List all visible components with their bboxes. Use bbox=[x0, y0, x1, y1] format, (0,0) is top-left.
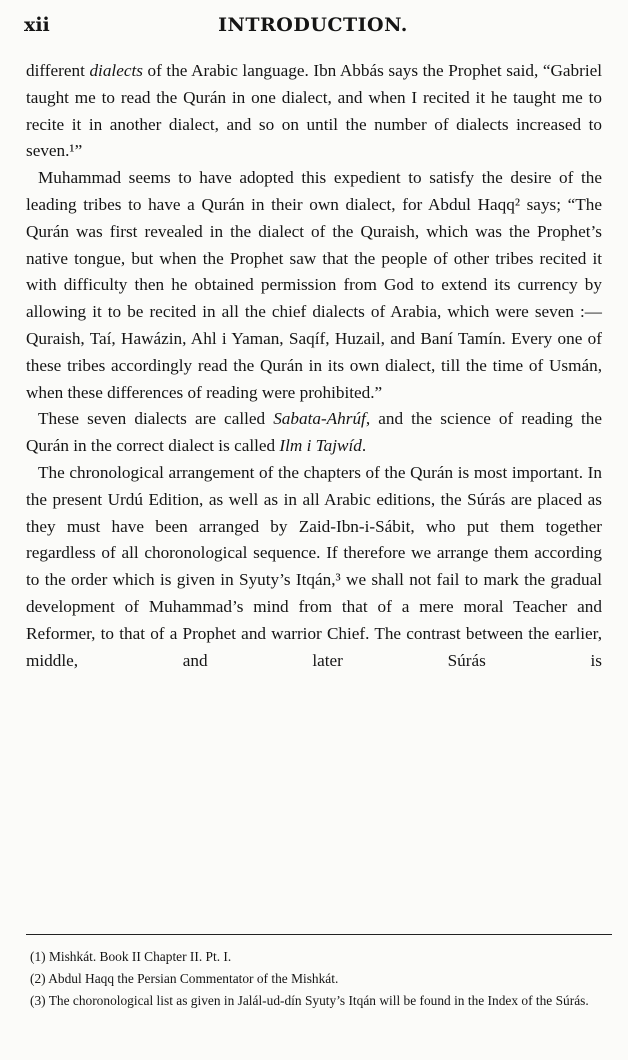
paragraph-3: These seven dialects are called Sabata-Ahrúf, and the science of reading the Qurán in the correct dialect is called Ilm i Tajwíd. bbox=[26, 409, 602, 456]
paragraph-4: The chronological arrangement of the chapters of the Qurán is most important. In the present Urdú Edition, as well as in all Arabic editions, the Súrás are placed as they must have been arranged by Zaid-Ibn-i-Sábit, who put them together regardless of all choronological sequence. If therefore we arrange them according to the order which is given in Syuty’s Itqán,³ we shall not fail to mark the gradual development of Muhammad’s mind from that of a mere moral Teacher and Reformer, to that of a Prophet and warrior Chief. The contrast between the earlier, middle, and later Súrás is bbox=[26, 462, 602, 670]
running-title: INTRODUCTION. bbox=[218, 14, 408, 36]
page-number: xii bbox=[24, 14, 50, 36]
page-header bbox=[24, 14, 602, 44]
body-text bbox=[26, 58, 602, 674]
footnote-2: (2) Abdul Haqq the Persian Commentator of the Mishkát. bbox=[30, 971, 339, 986]
footnote-1: (1) Mishkát. Book II Chapter II. Pt. I. bbox=[30, 949, 232, 964]
paragraph-2: Muhammad seems to have adopted this expedient to satisfy the desire of the leading tribes to have a Qurán in their own dialect, for Abdul Haqq² says; “The Qurán was first revealed in the dialect of the Quraish, which was the Prophet’s native tongue, but when the Prophet saw that the people of other tribes recited it with difficulty then he obtained permission from God to extend its currency by allowing it to be recited in all the chief dialects of Arabia, which were seven :—Quraish, Taí, Hawázin, Ahl i Yaman, Saqíf, Huzail, and Baní Tamín. Every one of these tribes accordingly read the Qurán in its own dialect, till the time of Usmán, when these differences of reading were prohibited.” bbox=[26, 168, 602, 402]
paragraph-1: different dialects of the Arabic language. Ibn Abbás says the Prophet said, “Gabriel taught me to read the Qurán in one dialect, and when I recited it he taught me to recite it in another dialect, and so on until the number of dialects increased to seven.¹” bbox=[26, 61, 602, 161]
footnotes bbox=[30, 946, 608, 1012]
footnote-3: (3) The choronological list as given in Jalál-ud-dín Syuty’s Itqán will be found in the Index of the Súrás. bbox=[30, 993, 589, 1008]
footnote-rule bbox=[26, 934, 612, 935]
